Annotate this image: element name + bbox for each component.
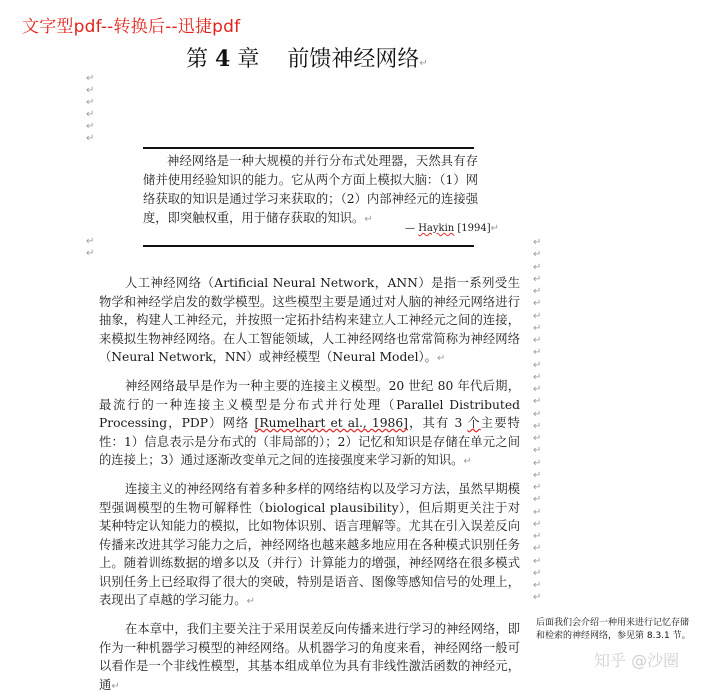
paragraph-mark-icon: ↵	[463, 456, 472, 467]
paragraph-mark-icon: ↵	[533, 322, 542, 334]
paragraph-mark-icon: ↵	[533, 433, 542, 444]
paragraph-mark-icon: ↵	[86, 248, 95, 259]
paragraph-mark-icon: ↵	[533, 261, 542, 273]
paragraph-mark-column-right	[533, 238, 545, 606]
chapter-heading	[186, 42, 428, 73]
attribution-author: Haykin	[418, 223, 455, 234]
chapter-prefix: 第	[186, 47, 209, 72]
paragraph-mark-icon: ↵	[533, 237, 542, 248]
paragraph-mark-icon: ↵	[246, 596, 255, 607]
paragraph-mark-icon: ↵	[419, 58, 428, 69]
epigraph-text: 神经网络是一种大规模的并行分布式处理器，天然具有存储并使用经验知识的能力。它从两个方面上模拟大脑：（1）网络获取的知识是通过学习来获取的；（2）内部神经元的连接强度，即突触权重，用于储存获取的知识。↵	[143, 154, 478, 225]
paragraph-mark-icon: ↵	[111, 680, 120, 692]
margin-note: 后面我们会介绍一种用来进行记忆存储和检索的神经网络，参见第 8.3.1 节。	[536, 618, 691, 641]
paragraph-mark-icon: ↵	[533, 469, 542, 481]
paragraph-mark-icon: ↵	[436, 353, 446, 364]
paragraph-mark-icon: ↵	[86, 133, 95, 144]
paragraph-mark-icon: ↵	[490, 223, 500, 234]
paragraph-mark-icon: ↵	[533, 482, 542, 493]
body-paragraph-2: 神经网络最早是作为一种主要的连接主义模型。20 世纪 80 年代后期，最流行的一种连接主义模型是分布式并行处理（Parallel Distributed Processing，PDP）网络 [Rumelhart et al., 1986]，其有 3 个主要特性：1）信息表示是分布式的（非局部的）；2）记忆和知识是存储在单元之间的连接上；3）通过逐渐改变单元之间的连接强度来学习新的知识。↵	[99, 379, 520, 467]
paragraph-mark-icon: ↵	[533, 592, 542, 604]
converter-watermark: 文字型pdf--转换后--迅捷pdf	[22, 17, 241, 37]
paragraph-mark-icon: ↵	[86, 109, 95, 120]
paragraph-mark-icon: ↵	[533, 555, 542, 567]
paragraph-mark-icon: ↵	[533, 335, 542, 346]
paragraph-mark-icon: ↵	[533, 396, 542, 408]
citation-rumelhart: [Rumelhart et al., 1986]	[254, 416, 408, 430]
paragraph-mark-icon: ↵	[364, 214, 373, 225]
epigraph-top-rule	[143, 147, 474, 149]
epigraph-bottom-rule	[143, 245, 474, 247]
paragraph-mark-icon: ↵	[533, 494, 542, 506]
attribution-year: [1994]	[454, 223, 491, 234]
paragraph-mark-icon: ↵	[533, 580, 542, 591]
body-paragraph-3: 连接主义的神经网络有着多种多样的网络结构以及学习方法，虽然早期模型强调模型的生物可解释性（biological plausibility），但后期更关注于对某种特定认知能力的模拟，比如物体识别、语言理解等。尤其在引入误差反向传播来改进其学习能力之后，神经网络也越来越多地应用在各种模式识别任务上。随着训练数据的增多以及（并行）计算能力的增强，神经网络在很多模式识别任务上已经取得了很大的突破，特别是语音、图像等感知信号的处理上，表现出了卓越的学习能力。↵	[99, 482, 520, 607]
paragraph-mark-icon: ↵	[533, 543, 542, 555]
paragraph-mark-icon: ↵	[533, 310, 542, 322]
chapter-number: 4	[215, 46, 231, 72]
paragraph-mark-icon: ↵	[533, 371, 542, 383]
paragraph-mark-icon: ↵	[86, 97, 95, 108]
paragraph-mark-icon: ↵	[533, 506, 542, 518]
paragraph-mark-icon: ↵	[533, 531, 542, 542]
paragraph-mark-icon: ↵	[533, 249, 542, 261]
paragraph-mark-icon: ↵	[533, 359, 542, 371]
paragraph-mark-icon: ↵	[533, 408, 542, 420]
paragraph-mark-column-top	[86, 74, 98, 146]
paragraph-mark-icon: ↵	[86, 85, 95, 96]
paragraph-mark-column-mid	[86, 237, 98, 261]
paragraph-mark-icon: ↵	[86, 121, 95, 132]
paragraph-mark-icon: ↵	[533, 518, 542, 530]
paragraph-mark-icon: ↵	[533, 286, 542, 297]
chapter-title: 前馈神经网络	[287, 47, 420, 72]
paragraph-mark-icon: ↵	[533, 384, 542, 395]
body-paragraph-1: 人工神经网络（Artificial Neural Network，ANN）是指一系列受生物学和神经学启发的数学模型。这些模型主要是通过对人脑的神经元网络进行抽象，构建人工神经元，并按照一定拓扑结构来建立人工神经元之间的连接，来模拟生物神经网络。在人工智能领域，人工神经网络也常常简称为神经网络（Neural Network，NN）或神经模型（Neural Model）。↵	[99, 276, 520, 364]
paragraph-mark-icon: ↵	[533, 273, 542, 285]
paragraph-mark-icon: ↵	[533, 457, 542, 469]
paragraph-mark-icon: ↵	[533, 298, 542, 310]
zhihu-watermark: 知乎 @沙圈	[594, 651, 680, 670]
paragraph-mark-icon: ↵	[533, 347, 542, 359]
paragraph-mark-icon: ↵	[533, 420, 542, 432]
measure-word-ge: 个	[467, 416, 481, 430]
paragraph-mark-icon: ↵	[533, 567, 542, 579]
epigraph-attribution: — Haykin [1994]↵	[405, 223, 500, 234]
paragraph-mark-icon: ↵	[86, 73, 95, 84]
paragraph-mark-icon: ↵	[86, 236, 95, 247]
chapter-suffix: 章	[237, 47, 260, 72]
body-paragraph-4: 在本章中，我们主要关注于采用误差反向传播来进行学习的神经网络，即作为一种机器学习模型的神经网络。从机器学习的角度来看，神经网络一般可以看作是一个非线性模型，其基本组成单位为具有非线性激活函数的神经元，通↵	[99, 622, 520, 692]
paragraph-mark-icon: ↵	[533, 445, 542, 457]
